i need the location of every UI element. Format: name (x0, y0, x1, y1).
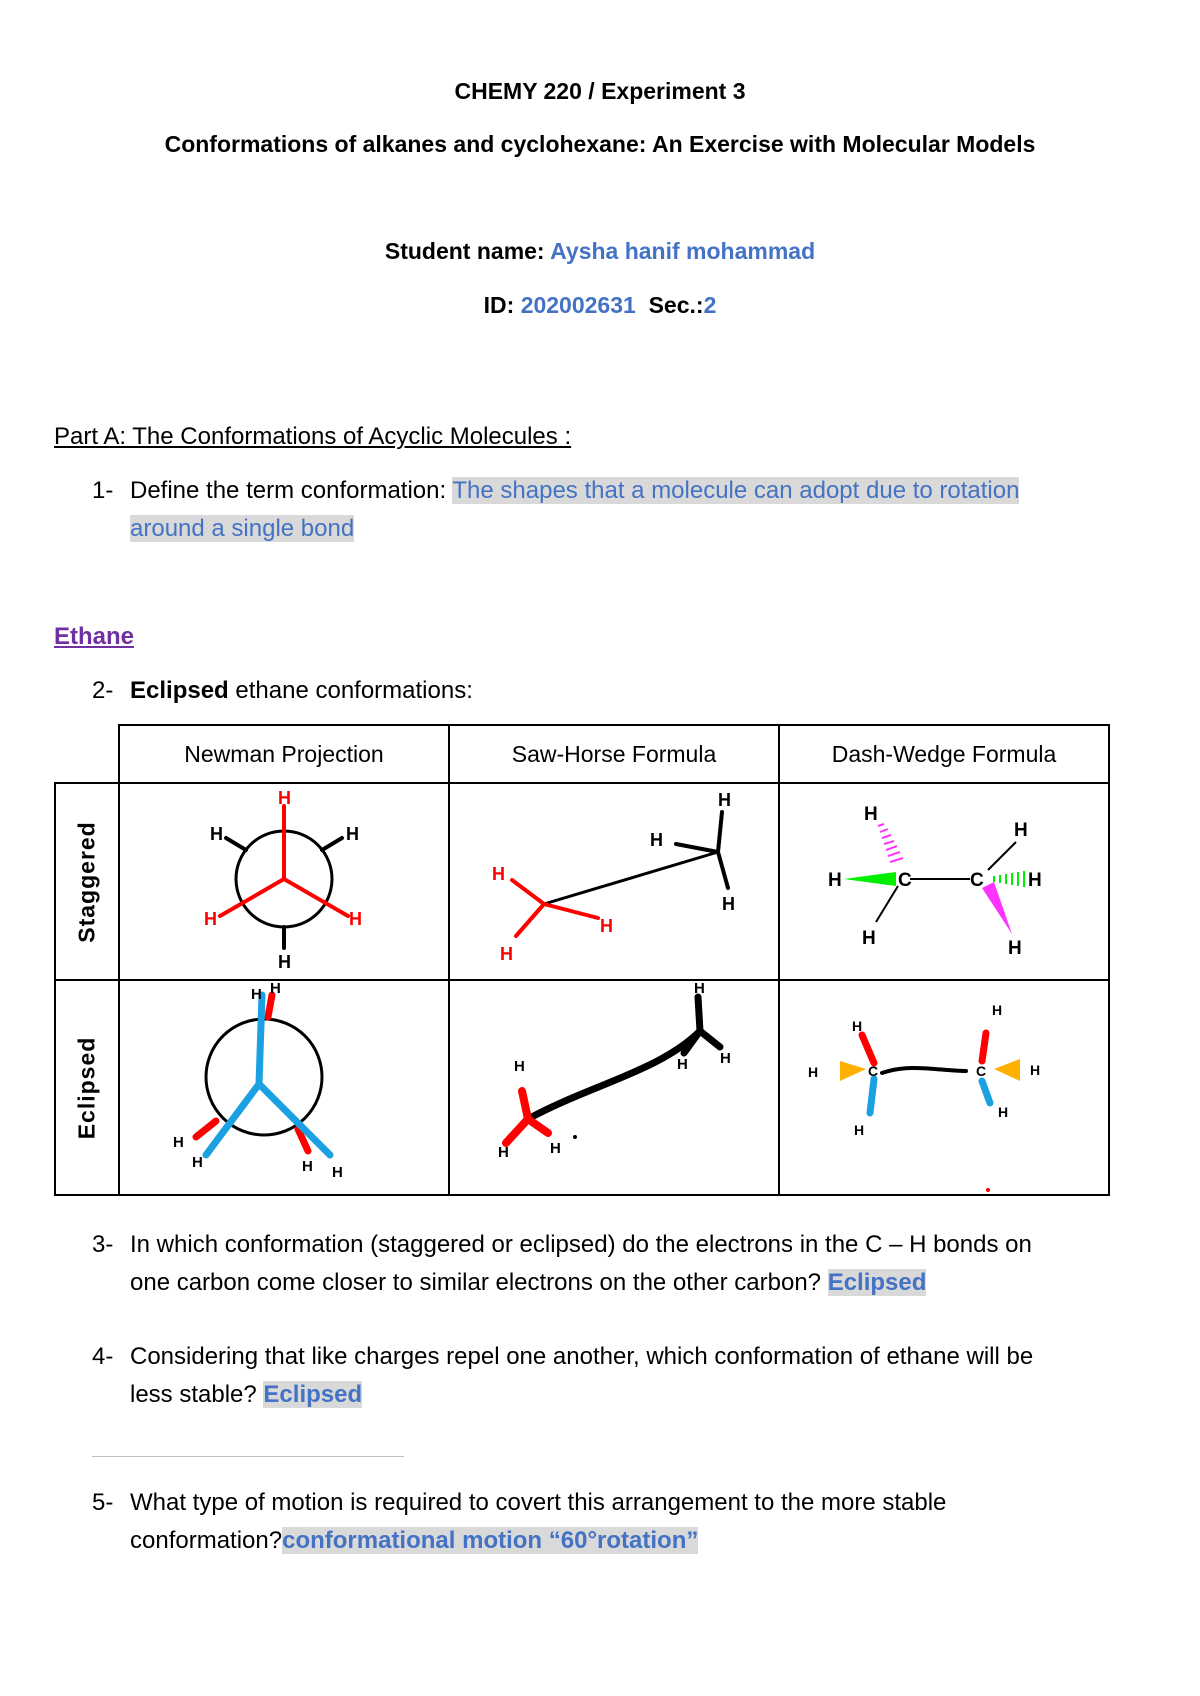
question-2 (92, 672, 473, 710)
part-a-heading: Part A: The Conformations of Acyclic Molecules : (54, 423, 572, 450)
h-label: H (251, 986, 262, 1003)
eclipsed-newman (119, 980, 449, 1195)
ethane-heading: Ethane (54, 623, 135, 650)
section-value: 2 (703, 292, 717, 318)
id-value: 202002631 (520, 292, 636, 318)
h-label: H (862, 928, 876, 949)
experiment-title: Conformations of alkanes and cyclohexane: An Exercise with Molecular Models (164, 131, 1036, 157)
q5-number: 5- (92, 1489, 114, 1516)
h-label: H (998, 1104, 1009, 1120)
eclipsed-dashwedge (779, 980, 1109, 1195)
row-header-eclipsed: Eclipsed (55, 980, 119, 1195)
q3-line1: In which conformation (staggered or eclipsed) do the electrons in the C – H bonds on (130, 1231, 1032, 1258)
separator-line (92, 1456, 404, 1457)
h-label: H (852, 1018, 863, 1034)
conformation-table (54, 724, 1110, 1196)
h-label: H (270, 981, 281, 997)
q5-line1: What type of motion is required to covert this arrangement to the more stable (130, 1489, 947, 1516)
question-4 (92, 1338, 1152, 1414)
h-label: H (173, 1134, 184, 1151)
h-label: H (204, 909, 217, 929)
header-sawhorse: Saw-Horse Formula (449, 725, 779, 783)
staggered-newman-drawing (120, 784, 448, 974)
q1-number: 1- (92, 477, 114, 504)
q4-number: 4- (92, 1343, 114, 1370)
h-label: H (1030, 1062, 1041, 1078)
eclipsed-dashwedge-drawing (780, 981, 1108, 1189)
header-dashwedge: Dash-Wedge Formula (779, 725, 1109, 783)
h-label: H (1028, 870, 1042, 891)
c-label: C (868, 1063, 879, 1079)
h-label: H (600, 916, 613, 936)
h-label: H (722, 894, 735, 914)
staggered-newman (119, 783, 449, 980)
q4-line2: less stable? (130, 1381, 257, 1408)
q5-line2: conformation? (130, 1527, 283, 1554)
red-dot-mark (986, 1188, 990, 1192)
h-label: H (192, 1154, 203, 1171)
id-label: ID: (483, 292, 515, 318)
eclipsed-newman-drawing (120, 981, 448, 1189)
q1-text: Define the term conformation: (130, 477, 447, 504)
h-label: H (992, 1002, 1003, 1018)
course-title: CHEMY 220 / Experiment 3 (454, 78, 746, 104)
student-name-value: Aysha hanif mohammad (550, 238, 816, 264)
h-label: H (349, 909, 362, 929)
h-label: H (677, 1056, 688, 1073)
header-newman: Newman Projection (119, 725, 449, 783)
h-label: H (332, 1164, 343, 1181)
eclipsed-sawhorse-drawing (450, 981, 778, 1189)
h-label: H (828, 870, 842, 891)
h-label: H (498, 1144, 509, 1161)
q1-answer-line1: The shapes that a molecule can adopt due to rotation (452, 477, 1020, 504)
h-label: H (720, 1050, 731, 1067)
c-label: C (898, 870, 912, 891)
c-label: C (970, 870, 984, 891)
h-label: H (278, 788, 291, 808)
h-label: H (550, 1140, 561, 1157)
q3-answer: Eclipsed (827, 1269, 927, 1296)
student-id-line (0, 292, 1200, 319)
h-label: H (694, 981, 705, 997)
q5-answer: conformational motion “60°rotation” (282, 1527, 699, 1554)
q3-line2: one carbon come closer to similar electrons on the other carbon? (130, 1269, 822, 1296)
q3-number: 3- (92, 1231, 114, 1258)
question-1 (92, 472, 1152, 548)
h-label: H (864, 804, 878, 825)
staggered-dashwedge-drawing (780, 784, 1108, 974)
h-label: H (808, 1064, 819, 1080)
eclipsed-sawhorse (449, 980, 779, 1195)
student-name-label: Student name: (384, 238, 545, 264)
question-3 (92, 1226, 1152, 1302)
q2-number: 2- (92, 677, 114, 704)
section-label: Sec.: (648, 292, 704, 318)
q2-text: ethane conformations: (235, 677, 473, 704)
q4-answer: Eclipsed (263, 1381, 363, 1408)
h-label: H (492, 864, 505, 884)
h-label: H (854, 1122, 865, 1138)
staggered-sawhorse (449, 783, 779, 980)
h-label: H (210, 824, 223, 844)
q2-bold: Eclipsed (130, 677, 229, 704)
q4-line1: Considering that like charges repel one another, which conformation of ethane will be (130, 1343, 1034, 1370)
h-label: H (278, 952, 291, 972)
h-label: H (718, 790, 731, 810)
c-label: C (976, 1063, 987, 1079)
staggered-sawhorse-drawing (450, 784, 778, 974)
row-header-staggered: Staggered (55, 783, 119, 980)
h-label: H (1008, 938, 1022, 959)
h-label: H (500, 944, 513, 964)
h-label: H (650, 830, 663, 850)
h-label: H (514, 1058, 525, 1075)
h-label: H (1014, 820, 1028, 841)
q1-answer-line2: around a single bond (130, 515, 355, 542)
question-5 (92, 1484, 1152, 1560)
h-label: H (346, 824, 359, 844)
student-name-line (0, 238, 1200, 265)
staggered-dashwedge (779, 783, 1109, 980)
h-label: H (302, 1158, 313, 1175)
